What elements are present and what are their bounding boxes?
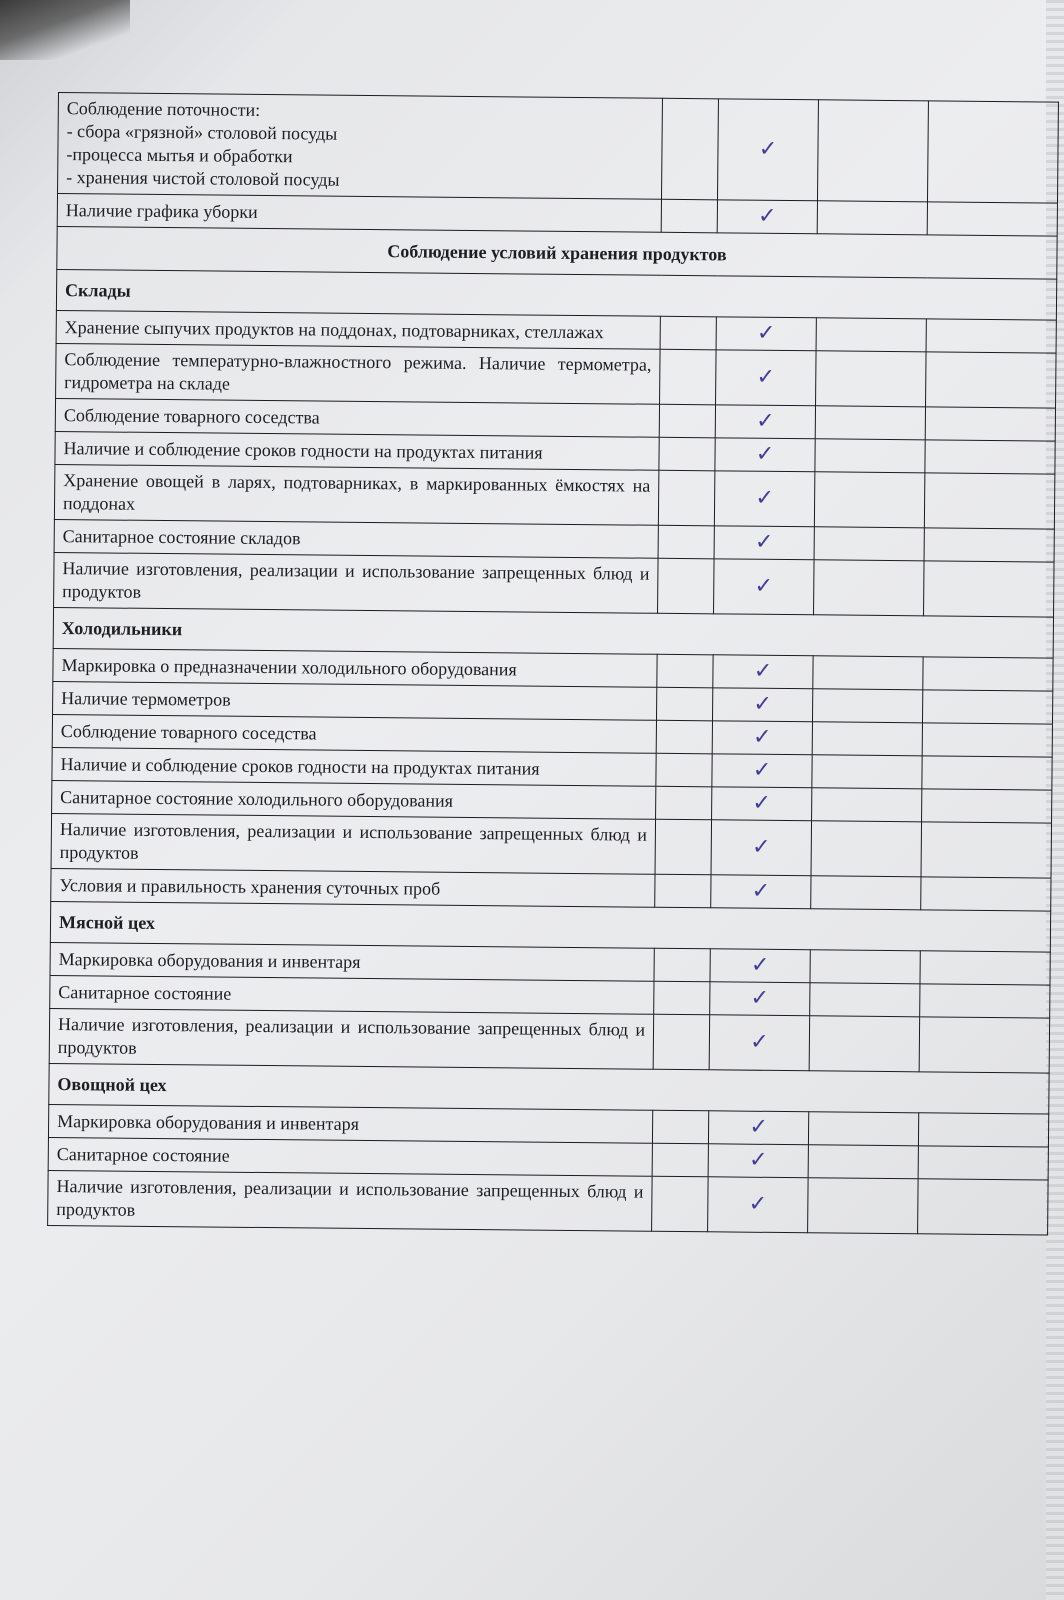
- row-label: Наличие и соблюдение сроков годности на продуктах питания: [52, 747, 656, 786]
- check-cell: [712, 688, 812, 722]
- empty-cell: [922, 756, 1052, 790]
- empty-cell: [926, 319, 1056, 353]
- row-label-line: - хранения чистой столовой посуды: [66, 167, 340, 190]
- empty-cell: [926, 352, 1057, 408]
- row-label: Наличие изготовления, реализации и использование запрещенных блюд и продуктов: [51, 813, 656, 874]
- empty-cell: [815, 406, 925, 440]
- empty-cell: [812, 755, 922, 789]
- row-label: Соблюдение товарного соседства: [52, 714, 656, 753]
- check-cell: [712, 721, 812, 755]
- checkmark-icon: ✓: [752, 757, 772, 783]
- row-label: Санитарное состояние: [48, 1137, 652, 1176]
- empty-cell: [661, 98, 718, 200]
- check-cell: [708, 1144, 808, 1178]
- check-cell: [714, 526, 814, 560]
- checkmark-icon: ✓: [756, 364, 776, 390]
- empty-cell: [658, 558, 715, 614]
- checkmark-icon: ✓: [752, 790, 772, 816]
- photo-corner-shadow: [0, 0, 130, 60]
- empty-cell: [816, 318, 926, 352]
- check-cell: [715, 405, 815, 439]
- checkmark-icon: ✓: [751, 878, 771, 904]
- empty-cell: [925, 407, 1055, 441]
- empty-cell: [922, 690, 1052, 724]
- empty-cell: [813, 656, 923, 690]
- checklist-body: [48, 93, 1059, 1236]
- empty-cell: [924, 473, 1055, 529]
- checkmark-icon: ✓: [752, 724, 772, 750]
- check-cell: [716, 350, 817, 406]
- subsection-title: Склады: [56, 269, 1056, 320]
- empty-cell: [924, 561, 1055, 617]
- row-label-line: - сбора «грязной» столовой посуды: [66, 121, 338, 144]
- row-label: Наличие термометров: [53, 681, 657, 720]
- empty-cell: [808, 1145, 918, 1179]
- row-label: Наличие и соблюдение сроков годности на продуктах питания: [55, 431, 659, 470]
- checklist-table: [47, 92, 1059, 1236]
- checkmark-icon: ✓: [750, 952, 770, 978]
- row-label: Наличие изготовления, реализации и использование запрещенных блюд и продуктов: [49, 1008, 654, 1069]
- checkmark-icon: ✓: [753, 691, 772, 717]
- checkmark-icon: ✓: [756, 320, 776, 346]
- table-row: [58, 93, 1059, 204]
- empty-cell: [927, 202, 1057, 236]
- checkmark-icon: ✓: [758, 136, 778, 162]
- empty-cell: [921, 822, 1052, 878]
- check-cell: [710, 949, 810, 983]
- empty-cell: [814, 527, 924, 561]
- check-cell: [711, 820, 812, 876]
- row-label: Наличие изготовления, реализации и использование запрещенных блюд и продуктов: [48, 1170, 653, 1231]
- empty-cell: [658, 525, 714, 559]
- empty-cell: [657, 654, 713, 688]
- empty-cell: [924, 528, 1054, 562]
- checkmark-icon: ✓: [755, 441, 775, 467]
- empty-cell: [814, 560, 925, 616]
- empty-cell: [659, 404, 715, 438]
- empty-cell: [919, 1017, 1050, 1073]
- subsection-title: Овощной цех: [49, 1063, 1049, 1114]
- empty-cell: [812, 689, 922, 723]
- empty-cell: [652, 1143, 708, 1177]
- empty-cell: [814, 472, 925, 528]
- empty-cell: [656, 786, 712, 820]
- check-cell: [714, 471, 815, 527]
- checkmark-icon: ✓: [755, 485, 774, 511]
- empty-cell: [656, 753, 712, 787]
- empty-cell: [661, 199, 717, 233]
- empty-cell: [921, 877, 1051, 911]
- empty-cell: [811, 876, 921, 910]
- check-cell: [712, 787, 812, 821]
- subsection-title: Холодильники: [53, 607, 1053, 658]
- check-cell: [712, 754, 812, 788]
- empty-cell: [653, 1014, 710, 1070]
- row-label-line: -процесса мытья и обработки: [66, 144, 293, 167]
- row-label: Санитарное состояние складов: [54, 519, 658, 558]
- empty-cell: [918, 1179, 1049, 1235]
- empty-cell: [920, 984, 1050, 1018]
- checkmark-icon: ✓: [748, 1147, 768, 1173]
- checkmark-icon: ✓: [751, 834, 771, 860]
- table-row: [51, 813, 1051, 878]
- empty-cell: [656, 720, 712, 754]
- checkmark-icon: ✓: [754, 529, 774, 555]
- row-label-line: Наличие графика уборки: [65, 199, 258, 222]
- empty-cell: [660, 349, 717, 405]
- empty-cell: [922, 789, 1052, 823]
- subsection-title: Мясной цех: [50, 901, 1050, 952]
- empty-cell: [810, 983, 920, 1017]
- empty-cell: [812, 722, 922, 756]
- empty-cell: [808, 1112, 918, 1146]
- section-title: Соблюдение условий хранения продуктов: [57, 226, 1057, 279]
- empty-cell: [658, 470, 715, 526]
- row-label: Соблюдение температурно-влажностного режима. Наличие термометра, гидрометра на складе: [56, 343, 661, 404]
- empty-cell: [920, 951, 1050, 985]
- check-cell: [709, 1015, 810, 1071]
- empty-cell: [808, 1178, 919, 1234]
- empty-cell: [816, 351, 927, 407]
- empty-cell: [652, 1110, 708, 1144]
- table-row: [54, 464, 1054, 529]
- table-row: [48, 1170, 1048, 1235]
- empty-cell: [810, 950, 920, 984]
- check-cell: [711, 875, 811, 909]
- empty-cell: [811, 821, 922, 877]
- check-cell: [708, 1111, 808, 1145]
- row-label: Санитарное состояние: [50, 975, 654, 1014]
- checkmark-icon: ✓: [753, 658, 773, 684]
- empty-cell: [815, 439, 925, 473]
- empty-cell: [817, 100, 928, 202]
- row-label-line: Соблюдение поточности:: [66, 98, 261, 120]
- empty-cell: [918, 1113, 1048, 1147]
- checkmark-icon: ✓: [758, 203, 777, 229]
- empty-cell: [654, 981, 710, 1015]
- empty-cell: [654, 948, 710, 982]
- empty-cell: [659, 437, 715, 471]
- empty-cell: [655, 874, 711, 908]
- empty-cell: [652, 1176, 709, 1232]
- checkmark-icon: ✓: [754, 573, 774, 599]
- row-label: Условия и правильность хранения суточных проб: [51, 868, 655, 907]
- check-cell: [708, 1177, 809, 1233]
- check-cell: [714, 559, 815, 615]
- row-label: Хранение сыпучих продуктов на поддонах, подтоварниках, стеллажах: [56, 310, 660, 349]
- checkmark-icon: ✓: [748, 1191, 768, 1217]
- table-row: [56, 343, 1056, 408]
- row-label: Соблюдение товарного соседства: [55, 398, 659, 437]
- empty-cell: [655, 819, 712, 875]
- empty-cell: [918, 1146, 1048, 1180]
- row-label: Наличие изготовления, реализации и использование запрещенных блюд и продуктов: [54, 552, 659, 613]
- table-row: [49, 1008, 1049, 1073]
- empty-cell: [927, 101, 1058, 203]
- table-row: [54, 552, 1054, 617]
- empty-cell: [660, 316, 716, 350]
- empty-cell: [922, 723, 1052, 757]
- check-cell: [716, 317, 816, 351]
- empty-cell: [817, 201, 927, 235]
- check-cell: [710, 982, 810, 1016]
- empty-cell: [925, 440, 1055, 474]
- row-label: Хранение овощей в ларях, подтоварниках, в маркированных ёмкостях на поддонах: [54, 464, 659, 525]
- inspection-checklist-sheet: [47, 92, 1058, 1236]
- row-label: Маркировка о предназначении холодильного оборудования: [53, 648, 657, 687]
- checkmark-icon: ✓: [756, 408, 775, 434]
- check-cell: [717, 200, 817, 234]
- row-label: [58, 93, 663, 200]
- check-cell: [717, 99, 818, 201]
- row-label: Маркировка оборудования и инвентаря: [50, 942, 654, 981]
- empty-cell: [923, 657, 1053, 691]
- empty-cell: [809, 1016, 920, 1072]
- checkmark-icon: ✓: [750, 985, 770, 1011]
- row-label: Маркировка оборудования и инвентаря: [48, 1104, 652, 1143]
- check-cell: [715, 438, 815, 472]
- checkmark-icon: ✓: [750, 1029, 769, 1055]
- empty-cell: [656, 687, 712, 721]
- empty-cell: [812, 788, 922, 822]
- checkmark-icon: ✓: [749, 1114, 768, 1140]
- check-cell: [713, 655, 813, 689]
- row-label: Санитарное состояние холодильного оборудования: [52, 780, 656, 819]
